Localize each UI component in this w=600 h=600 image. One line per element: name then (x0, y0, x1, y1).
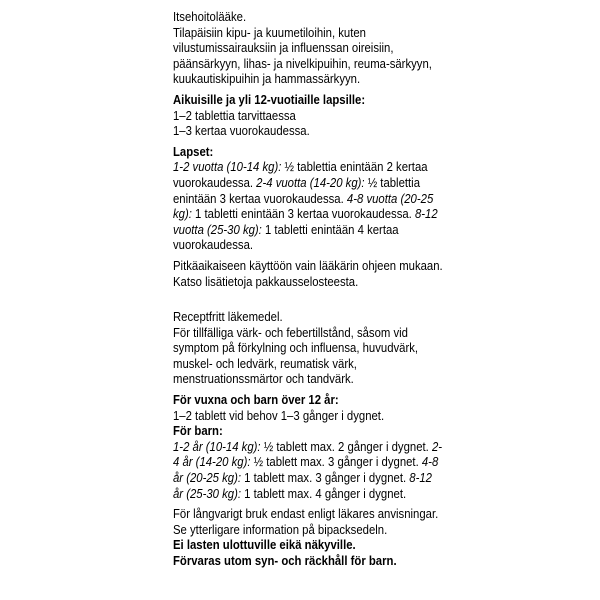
sv-child-age-4: 8-12 år (25-30 kg): (173, 471, 432, 501)
label-text-block (173, 10, 443, 570)
fi-children-heading: Lapset: (173, 144, 214, 159)
fi-longterm-note: Pitkäaikaiseen käyttöön vain lääkärin ohjeen mukaan. Katso lisätietoja pakkausselosteesta. (173, 258, 443, 289)
fi-child-age-1: 1-2 vuotta (10-14 kg): (173, 160, 282, 175)
sv-indication: För tillfälliga värk- och febertillstånd, såsom vid symptom på förkylning och influensa, huvudvärk, muskel- och ledvärk, reumatisk värk, menstruationssmärtor och tandvärk. (173, 325, 419, 387)
fi-child-dose-4: 1 tabletti enintään 4 kertaa vuorokaudessa. (173, 222, 399, 253)
fi-child-dose-3: 1 tabletti enintään 3 kertaa vuorokaudessa. (191, 207, 415, 222)
sv-longterm-note: För långvarigt bruk endast enligt läkares anvisningar. Se ytterligare information på bipacksedeln. (173, 507, 439, 537)
fi-adults-dose-1: 1–2 tablettia tarvittaessa (173, 108, 296, 123)
fi-child-age-3: 4-8 vuotta (20-25 kg): (173, 191, 434, 222)
sv-child-dose-4: 1 tablett max. 4 gånger i dygnet. (241, 486, 407, 501)
fi-adults-heading: Aikuisille ja yli 12-vuotiaille lapsille: (173, 92, 366, 107)
fi-child-age-4: 8-12 vuotta (25-30 kg): (173, 207, 438, 237)
fi-children-dosage (173, 160, 443, 254)
sv-child-age-1: 1-2 år (10-14 kg): (173, 439, 261, 454)
fi-child-age-2: 2-4 vuotta (14-20 kg): (256, 175, 365, 190)
fi-intro: Itsehoitolääke. (173, 10, 247, 24)
sv-adults-heading: För vuxna och barn över 12 år: (173, 393, 339, 408)
sv-child-dose-2: ½ tablett max. 3 gånger i dygnet. (250, 455, 422, 470)
fi-warning: Ei lasten ulottuville eikä näkyville. (173, 538, 356, 553)
sv-children-heading: För barn: (173, 424, 223, 439)
fi-adults-dose-2: 1–3 kertaa vuorokaudessa. (173, 124, 310, 139)
sv-child-age-3: 4-8 år (20-25 kg): (173, 455, 439, 486)
sv-children-dosage (173, 440, 443, 502)
sv-intro: Receptfritt läkemedel. (173, 310, 283, 325)
sv-warning: Förvaras utom syn- och räckhåll för barn. (173, 554, 397, 568)
sv-child-dose-1: ½ tablett max. 2 gånger i dygnet. (260, 439, 432, 454)
fi-child-dose-2: ½ tablettia enintään 3 kertaa vuorokaudessa. (173, 175, 421, 206)
sv-child-age-2: 2-4 år (14-20 kg): (173, 439, 443, 470)
sv-child-dose-3: 1 tablett max. 3 gånger i dygnet. (241, 471, 410, 486)
sv-adults-dose: 1–2 tablett vid behov 1–3 gånger i dygnet. (173, 408, 385, 423)
fi-indication: Tilapäisiin kipu- ja kuumetiloihin, kuten vilustumissairauksiin ja influenssan oireisiin, päänsärkyyn, lihas- ja nivelkipuihin, reuma-särkyyn, kuukautiskipuihin ja hammassärkyyn. (173, 25, 432, 87)
fi-child-dose-1: ½ tablettia enintään 2 kertaa vuorokaudessa. (173, 160, 428, 190)
